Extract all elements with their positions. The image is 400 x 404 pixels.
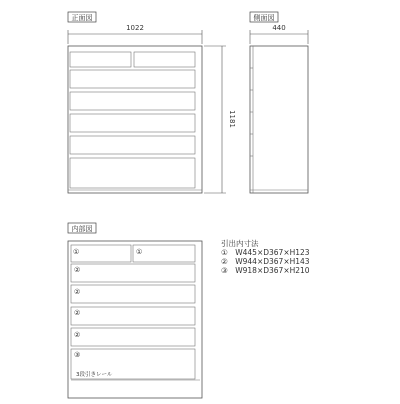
- inner-slot-2c: [71, 307, 195, 325]
- front-width-dim: 1022: [126, 24, 144, 32]
- drawer-spec-line-3: ③ W918×D367×H210: [221, 266, 310, 275]
- inner-slot-2b: [71, 285, 195, 303]
- side-cabinet-outline: [250, 46, 308, 193]
- slot-label-2b: ②: [74, 288, 81, 296]
- inner-slot-2a: [71, 264, 195, 282]
- side-depth-dim: 440: [272, 24, 286, 32]
- front-drawer-top-left: [70, 52, 131, 67]
- front-drawer-6: [70, 158, 195, 188]
- front-view: [68, 12, 236, 193]
- slot-label-2d: ②: [74, 331, 81, 339]
- front-drawer-top-right: [134, 52, 195, 67]
- slot-label-2a: ②: [74, 266, 81, 274]
- drawer-specs-heading: 引出内寸法: [221, 239, 259, 248]
- front-drawer-4: [70, 114, 195, 132]
- inner-slot-1a: [71, 245, 131, 262]
- front-drawer-3: [70, 92, 195, 110]
- slot-label-3: ③: [74, 351, 81, 359]
- front-view-tag: 正面図: [71, 14, 93, 22]
- slot-label-2c: ②: [74, 309, 81, 317]
- inner-view-tag: 内部図: [71, 225, 93, 233]
- side-view: [250, 12, 308, 193]
- side-view-tag: 側面図: [253, 14, 275, 22]
- front-drawer-5: [70, 136, 195, 154]
- drawer-spec-line-1: ① W445×D367×H123: [221, 248, 310, 257]
- inner-view: [68, 223, 202, 398]
- inner-slot-1b: [133, 245, 195, 262]
- inner-slot-2d: [71, 328, 195, 346]
- drawer-spec-line-2: ② W944×D367×H143: [221, 257, 310, 266]
- drawer-specs: [221, 238, 310, 275]
- front-cabinet-outline: [68, 46, 202, 193]
- front-drawer-2: [70, 70, 195, 88]
- slot-label-1b: ①: [136, 248, 143, 256]
- rail-label: 3段引きレール: [76, 372, 113, 378]
- slot-label-1a: ①: [73, 248, 80, 256]
- front-height-dim: 1181: [228, 110, 236, 128]
